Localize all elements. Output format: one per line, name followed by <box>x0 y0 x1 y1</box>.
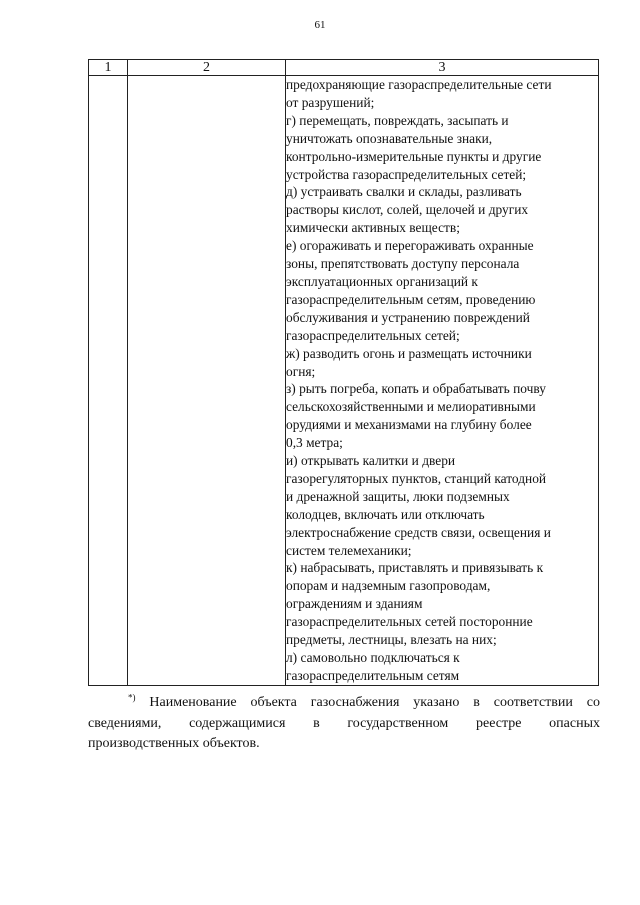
text-line: устройства газораспределительных сетей; <box>286 166 527 182</box>
footnote-line <box>88 693 600 714</box>
text-line: контрольно-измерительные пункты и другие <box>286 148 542 164</box>
footnote-mark: *) <box>128 692 136 703</box>
table-cell-col3 <box>286 76 599 686</box>
footnote-line: производственных объектов. <box>88 736 260 751</box>
text-line: л) самовольно подключаться к <box>286 650 460 665</box>
text-line: электроснабжение средств связи, освещения и <box>286 524 551 540</box>
column-header-3: 3 <box>286 60 599 76</box>
text-line: растворы кислот, солей, щелочей и других <box>286 202 529 218</box>
footnote <box>88 693 600 755</box>
text-line: и) открывать калитки и двери <box>286 453 456 469</box>
column-header-2: 2 <box>128 60 286 76</box>
text-line: огня; <box>286 363 316 379</box>
text-line: газорегуляторных пунктов, станций катодной <box>286 470 547 486</box>
table-row <box>89 76 599 686</box>
text-line: ограждениям и зданиям <box>286 596 423 612</box>
text-line: газораспределительным сетям, проведению <box>286 291 536 307</box>
text-line: газораспределительных сетей; <box>286 327 460 343</box>
text-line: газораспределительных сетей посторонние <box>286 614 533 630</box>
column-header-1: 1 <box>89 60 128 76</box>
footnote-text: Наименование объекта газоснабжения указано в соответствии со <box>149 695 600 710</box>
text-line: систем телемеханики; <box>286 542 412 558</box>
text-line: газораспределительным сетям <box>286 667 460 683</box>
text-line: ж) разводить огонь и размещать источники <box>286 345 532 361</box>
table-cell-col2 <box>128 76 286 686</box>
text-line: сельскохозяйственными и мелиоративными <box>286 399 536 415</box>
text-line: зоны, препятствовать доступу персонала <box>286 256 520 272</box>
text-line: предохраняющие газораспределительные сети <box>286 77 552 92</box>
text-line: от разрушений; <box>286 94 375 110</box>
requirements-table <box>88 59 599 686</box>
text-line: 0,3 метра; <box>286 435 343 451</box>
text-line: и дренажной защиты, люки подземных <box>286 488 510 504</box>
text-line: химически активных веществ; <box>286 220 460 236</box>
page-number: 61 <box>314 19 326 31</box>
text-line: к) набрасывать, приставлять и привязывать к <box>286 560 544 576</box>
text-line: е) огораживать и перегораживать охранные <box>286 238 534 254</box>
text-line: г) перемещать, повреждать, засыпать и <box>286 112 509 128</box>
table-header-row <box>89 60 599 76</box>
text-line: колодцев, включать или отключать <box>286 506 485 522</box>
text-line: д) устраивать свалки и склады, разливать <box>286 184 522 200</box>
text-line: опорам и надземным газопроводам, <box>286 578 491 594</box>
text-line: з) рыть погреба, копать и обрабатывать почву <box>286 381 546 397</box>
footnote-line: сведениями, содержащимися в государственном реестре опасных <box>88 715 600 731</box>
text-line: эксплуатационных организаций к <box>286 273 478 289</box>
table-cell-col1 <box>89 76 128 686</box>
text-line: орудиями и механизмами на глубину более <box>286 417 532 433</box>
text-line: обслуживания и устранению повреждений <box>286 309 530 325</box>
text-line: предметы, лестницы, влезать на них; <box>286 632 497 648</box>
text-line: уничтожать опознавательные знаки, <box>286 130 493 146</box>
